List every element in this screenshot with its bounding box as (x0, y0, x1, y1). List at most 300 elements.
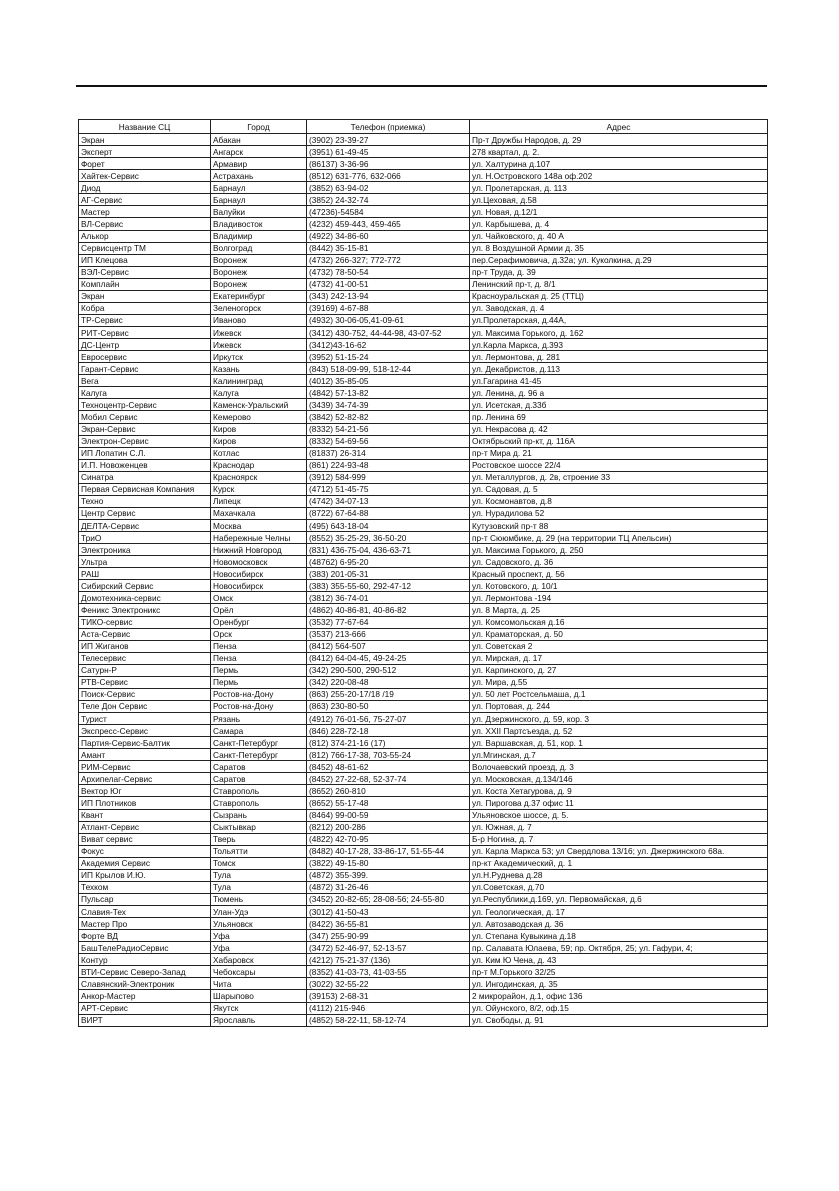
cell-phone: (8212) 200-286 (307, 821, 470, 833)
table-row (79, 459, 768, 471)
table-row (79, 556, 768, 568)
cell-city: Набережные Челны (211, 532, 307, 544)
cell-city: Санкт-Петербург (211, 737, 307, 749)
cell-address: 278 квартал, д. 2. (470, 146, 768, 158)
table-row (79, 881, 768, 893)
cell-address: ул. Заводская, д. 4 (470, 302, 768, 314)
table-row (79, 158, 768, 170)
cell-phone: (8464) 99-00-59 (307, 809, 470, 821)
cell-name: Домотехника-сервис (79, 592, 211, 604)
cell-address: ул. Лермонтова, д. 281 (470, 351, 768, 363)
cell-city: Новомосковск (211, 556, 307, 568)
cell-city: Хабаровск (211, 954, 307, 966)
cell-city: Рязань (211, 713, 307, 725)
cell-name: АГ-Сервис (79, 194, 211, 206)
cell-address: ул. Ойунского, 8/2, оф.15 (470, 1002, 768, 1014)
cell-address: пер.Серафимовича, д.32а; ул. Куколкина, д.29 (470, 254, 768, 266)
cell-name: Форте ВД (79, 930, 211, 942)
cell-city: Волгоград (211, 242, 307, 254)
cell-address: ул. Пирогова д.37 офис 11 (470, 797, 768, 809)
cell-address: ул. Некрасова д. 42 (470, 423, 768, 435)
cell-name: Центр Сервис (79, 507, 211, 519)
table-row (79, 339, 768, 351)
cell-name: Техноцентр-Сервис (79, 399, 211, 411)
cell-address: ул. Лермонтова -194 (470, 592, 768, 604)
cell-address: 2 микрорайон, д.1, офис 136 (470, 990, 768, 1002)
cell-name: Мастер (79, 206, 211, 218)
cell-name: Электрон-Сервис (79, 435, 211, 447)
cell-city: Киров (211, 423, 307, 435)
cell-phone: (4712) 51-45-75 (307, 483, 470, 495)
cell-phone: (347) 255-90-99 (307, 930, 470, 942)
cell-city: Омск (211, 592, 307, 604)
cell-phone: (86137) 3-36-96 (307, 158, 470, 170)
table-row (79, 242, 768, 254)
cell-city: Уфа (211, 930, 307, 942)
cell-city: Пенза (211, 652, 307, 664)
cell-city: Абакан (211, 134, 307, 146)
cell-city: Каменск-Уральский (211, 399, 307, 411)
table-row (79, 266, 768, 278)
cell-city: Барнаул (211, 194, 307, 206)
table-row (79, 580, 768, 592)
table-row (79, 568, 768, 580)
cell-address: ул. 8 Воздушной Армии д. 35 (470, 242, 768, 254)
cell-name: Синатра (79, 471, 211, 483)
table-row (79, 833, 768, 845)
cell-name: Теле Дон Сервис (79, 700, 211, 712)
table-row (79, 640, 768, 652)
table-row (79, 532, 768, 544)
cell-address: ул.Республики,д.169, ул. Первомайская, д.6 (470, 893, 768, 905)
cell-city: Зеленогорск (211, 302, 307, 314)
cell-city: Краснодар (211, 459, 307, 471)
cell-city: Нижний Новгород (211, 544, 307, 556)
cell-name: Феникс Электроникс (79, 604, 211, 616)
cell-city: Новосибирск (211, 568, 307, 580)
table-row (79, 483, 768, 495)
table-row (79, 194, 768, 206)
cell-address: ул. Карпинского, д. 27 (470, 664, 768, 676)
cell-city: Калининград (211, 375, 307, 387)
cell-address: ул. 50 лет Ростсельмаша, д.1 (470, 688, 768, 700)
table-row (79, 146, 768, 158)
table-row (79, 290, 768, 302)
cell-phone: (3439) 34-74-39 (307, 399, 470, 411)
cell-address: ул. Пролетарская, д. 113 (470, 182, 768, 194)
table-row (79, 351, 768, 363)
cell-city: Уфа (211, 942, 307, 954)
cell-city: Калуга (211, 387, 307, 399)
table-row (79, 785, 768, 797)
cell-city: Орск (211, 628, 307, 640)
cell-name: ИП Жиганов (79, 640, 211, 652)
cell-city: Киров (211, 435, 307, 447)
cell-name: РАШ (79, 568, 211, 580)
cell-phone: (3452) 20-82-65; 28-08-56; 24-55-80 (307, 893, 470, 905)
cell-city: Самара (211, 725, 307, 737)
cell-phone: (4932) 30-06-05,41-09-61 (307, 314, 470, 326)
cell-phone: (4012) 35-85-05 (307, 375, 470, 387)
table-row (79, 652, 768, 664)
cell-phone: (4852) 58-22-11, 58-12-74 (307, 1014, 470, 1026)
cell-name: ВИРТ (79, 1014, 211, 1026)
cell-city: Барнаул (211, 182, 307, 194)
cell-name: АРТ-Сервис (79, 1002, 211, 1014)
cell-name: Электроника (79, 544, 211, 556)
cell-address: ул. Южная, д. 7 (470, 821, 768, 833)
cell-city: Пермь (211, 676, 307, 688)
cell-city: Ижевск (211, 339, 307, 351)
cell-address: ул. Краматорская, д. 50 (470, 628, 768, 640)
cell-address: ул.Мгинская, д.7 (470, 749, 768, 761)
cell-name: Алькор (79, 230, 211, 242)
cell-city: Пермь (211, 664, 307, 676)
cell-name: Вега (79, 375, 211, 387)
cell-phone: (3852) 63-94-02 (307, 182, 470, 194)
cell-name: Кобра (79, 302, 211, 314)
cell-city: Иркутск (211, 351, 307, 363)
cell-phone: (8332) 54-69-56 (307, 435, 470, 447)
cell-name: Эксперт (79, 146, 211, 158)
cell-city: Тула (211, 869, 307, 881)
table-row (79, 134, 768, 146)
cell-address: Б-р Ногина, д. 7 (470, 833, 768, 845)
cell-address: ул.Советская, д.70 (470, 881, 768, 893)
cell-phone: (39169) 4-67-88 (307, 302, 470, 314)
table-row (79, 254, 768, 266)
table-row (79, 869, 768, 881)
header-city: Город (211, 120, 307, 134)
cell-phone: (8652) 55-17-48 (307, 797, 470, 809)
cell-address: ул. Карла Маркса 53; ул Свердлова 13/16; ул. Джержинского 68а. (470, 845, 768, 857)
cell-name: Телесервис (79, 652, 211, 664)
cell-name: Техком (79, 881, 211, 893)
cell-name: РИМ-Сервис (79, 761, 211, 773)
cell-name: ИП Клецова (79, 254, 211, 266)
cell-city: Кемерово (211, 411, 307, 423)
table-row (79, 507, 768, 519)
cell-name: ТИКО-сервис (79, 616, 211, 628)
table-row (79, 676, 768, 688)
cell-address: ул. Ленина, д. 96 а (470, 387, 768, 399)
cell-name: Мастер Про (79, 918, 211, 930)
cell-phone: (3022) 32-55-22 (307, 978, 470, 990)
cell-phone: (3902) 23-39-27 (307, 134, 470, 146)
table-row (79, 845, 768, 857)
cell-address: ул. Ингодинская, д. 35 (470, 978, 768, 990)
cell-address: ул. Московская, д.134/146 (470, 773, 768, 785)
cell-name: Сибирский Сервис (79, 580, 211, 592)
cell-phone: (4872) 355-399. (307, 869, 470, 881)
cell-city: Шарыпово (211, 990, 307, 1002)
cell-phone: (8452) 48-61-62 (307, 761, 470, 773)
cell-name: ИП Лопатин С.Л. (79, 447, 211, 459)
cell-name: Гарант-Сервис (79, 363, 211, 375)
cell-city: Красноярск (211, 471, 307, 483)
cell-phone: (8722) 67-64-88 (307, 507, 470, 519)
cell-name: Атлант-Сервис (79, 821, 211, 833)
cell-phone: (4732) 266-327; 772-772 (307, 254, 470, 266)
table-row (79, 761, 768, 773)
cell-name: ИП Крылов И.Ю. (79, 869, 211, 881)
cell-city: Валуйки (211, 206, 307, 218)
cell-phone: (4822) 42-70-95 (307, 833, 470, 845)
cell-city: Улан-Удэ (211, 906, 307, 918)
cell-name: ИП Плотников (79, 797, 211, 809)
cell-city: Сыктывкар (211, 821, 307, 833)
cell-phone: (4842) 57-13-82 (307, 387, 470, 399)
table-row (79, 797, 768, 809)
cell-address: пр. Салавата Юлаева, 59; пр. Октября, 25; ул. Гафури, 4; (470, 942, 768, 954)
cell-city: Екатеринбург (211, 290, 307, 302)
table-row (79, 749, 768, 761)
cell-city: Пенза (211, 640, 307, 652)
cell-address: ул. Портовая, д. 244 (470, 700, 768, 712)
cell-phone: (3472) 52-46-97, 52-13-57 (307, 942, 470, 954)
cell-name: Славянский-Электроник (79, 978, 211, 990)
cell-address: пр-т Труда, д. 39 (470, 266, 768, 278)
cell-city: Тюмень (211, 893, 307, 905)
cell-city: Котлас (211, 447, 307, 459)
cell-name: ВЭЛ-Сервис (79, 266, 211, 278)
cell-address: Кутузовский пр-т 88 (470, 520, 768, 532)
cell-name: ДС-Центр (79, 339, 211, 351)
cell-address: ул. Космонавтов, д.8 (470, 495, 768, 507)
cell-city: Астрахань (211, 170, 307, 182)
table-row (79, 399, 768, 411)
cell-phone: (342) 290-500, 290-512 (307, 664, 470, 676)
cell-phone: (8552) 35-25-29, 36-50-20 (307, 532, 470, 544)
header-phone: Телефон (приемка) (307, 120, 470, 134)
cell-city: Санкт-Петербург (211, 749, 307, 761)
cell-phone: (8332) 54-21-56 (307, 423, 470, 435)
cell-address: ул. Ким Ю Чена, д. 43 (470, 954, 768, 966)
cell-address: ул. Мирская, д. 17 (470, 652, 768, 664)
header-address: Адрес (470, 120, 768, 134)
cell-city: Ульяновск (211, 918, 307, 930)
cell-city: Казань (211, 363, 307, 375)
cell-city: Якутск (211, 1002, 307, 1014)
cell-city: Липецк (211, 495, 307, 507)
table-row (79, 170, 768, 182)
cell-address: ул. Дзержинского, д. 59, кор. 3 (470, 713, 768, 725)
cell-phone: (3912) 584-999 (307, 471, 470, 483)
cell-phone: (47236)-54584 (307, 206, 470, 218)
cell-city: Иваново (211, 314, 307, 326)
table-row (79, 893, 768, 905)
table-row (79, 1002, 768, 1014)
table-row (79, 1014, 768, 1026)
cell-name: ДЕЛТА-Сервис (79, 520, 211, 532)
cell-phone: (8352) 41-03-73, 41-03-55 (307, 966, 470, 978)
cell-city: Ростов-на-Дону (211, 700, 307, 712)
cell-name: Фокус (79, 845, 211, 857)
cell-phone: (3952) 51-15-24 (307, 351, 470, 363)
cell-name: РТВ-Сервис (79, 676, 211, 688)
cell-name: Аста-Сервис (79, 628, 211, 640)
table-row (79, 182, 768, 194)
table-row (79, 411, 768, 423)
cell-address: ул. Чайковского, д. 40 А (470, 230, 768, 242)
cell-name: Турист (79, 713, 211, 725)
cell-city: Воронеж (211, 266, 307, 278)
table-row (79, 930, 768, 942)
cell-address: ул. Карбышева, д. 4 (470, 218, 768, 230)
cell-city: Тверь (211, 833, 307, 845)
cell-phone: (846) 228-72-18 (307, 725, 470, 737)
cell-address: ул. Н.Островского 148а оф.202 (470, 170, 768, 182)
table-row (79, 447, 768, 459)
cell-name: БашТелеРадиоСервис (79, 942, 211, 954)
cell-name: Квант (79, 809, 211, 821)
cell-name: Хайтек-Сервис (79, 170, 211, 182)
cell-phone: (4112) 215-946 (307, 1002, 470, 1014)
cell-name: ВЛ-Сервис (79, 218, 211, 230)
cell-city: Тольятти (211, 845, 307, 857)
table-row (79, 592, 768, 604)
cell-phone: (3822) 49-15-80 (307, 857, 470, 869)
table-row (79, 471, 768, 483)
table-row (79, 278, 768, 290)
cell-city: Владивосток (211, 218, 307, 230)
cell-name: Амант (79, 749, 211, 761)
table-row (79, 990, 768, 1002)
cell-city: Новосибирск (211, 580, 307, 592)
cell-address: пр. Ленина 69 (470, 411, 768, 423)
cell-phone: (3842) 52-82-82 (307, 411, 470, 423)
table-row (79, 773, 768, 785)
cell-phone: (48762) 6-95-20 (307, 556, 470, 568)
cell-address: ул. XXII Партсъезда, д. 52 (470, 725, 768, 737)
cell-city: Владимир (211, 230, 307, 242)
cell-phone: (8482) 40-17-28, 33-86-17, 51-55-44 (307, 845, 470, 857)
table-row (79, 821, 768, 833)
cell-name: Мобил Сервис (79, 411, 211, 423)
cell-name: Архипелаг-Сервис (79, 773, 211, 785)
table-row (79, 206, 768, 218)
cell-name: Ультра (79, 556, 211, 568)
cell-phone: (3532) 77-67-64 (307, 616, 470, 628)
service-centers-table (78, 119, 768, 1027)
cell-name: И.П. Новоженцев (79, 459, 211, 471)
cell-address: Волочаевский проезд, д. 3 (470, 761, 768, 773)
cell-address: Ростовское шоссе 22/4 (470, 459, 768, 471)
table-row (79, 495, 768, 507)
cell-phone: (8412) 564-507 (307, 640, 470, 652)
cell-address: ул. Максима Горького, д. 162 (470, 327, 768, 339)
cell-phone: (8422) 36-55-81 (307, 918, 470, 930)
cell-phone: (4862) 40-86-81, 40-86-82 (307, 604, 470, 616)
cell-phone: (495) 643-18-04 (307, 520, 470, 532)
cell-city: Ижевск (211, 327, 307, 339)
cell-address: Пр-т Дружбы Народов, д. 29 (470, 134, 768, 146)
table-row (79, 809, 768, 821)
cell-name: Экран (79, 134, 211, 146)
table-row (79, 544, 768, 556)
table-row (79, 435, 768, 447)
table-row (79, 616, 768, 628)
cell-name: Виват сервис (79, 833, 211, 845)
cell-phone: (4232) 459-443, 459-465 (307, 218, 470, 230)
cell-name: ВТИ-Сервис Северо-Запад (79, 966, 211, 978)
table-row (79, 327, 768, 339)
cell-city: Курск (211, 483, 307, 495)
cell-phone: (4742) 34-07-13 (307, 495, 470, 507)
cell-city: Ростов-на-Дону (211, 688, 307, 700)
cell-phone: (861) 224-93-48 (307, 459, 470, 471)
cell-address: ул. Садовая, д. 5 (470, 483, 768, 495)
cell-address: ул. Металлургов, д. 2в, строение 33 (470, 471, 768, 483)
cell-address: ул. Максима Горького, д. 250 (470, 544, 768, 556)
table-row (79, 628, 768, 640)
cell-name: Анкор-Мастер (79, 990, 211, 1002)
cell-phone: (39153) 2-68-31 (307, 990, 470, 1002)
cell-city: Оренбург (211, 616, 307, 628)
cell-name: Первая Сервисная Компания (79, 483, 211, 495)
cell-name: Сатурн-Р (79, 664, 211, 676)
cell-address: пр-кт Академический, д. 1 (470, 857, 768, 869)
cell-name: Комплайн (79, 278, 211, 290)
cell-phone: (3852) 24-32-74 (307, 194, 470, 206)
cell-phone: (3412) 430-752, 44-44-98, 43-07-52 (307, 327, 470, 339)
table-row (79, 314, 768, 326)
cell-phone: (8452) 27-22-68, 52-37-74 (307, 773, 470, 785)
header-name: Название СЦ (79, 120, 211, 134)
cell-name: Пульсар (79, 893, 211, 905)
cell-name: Экран (79, 290, 211, 302)
cell-address: Ульяновское шоссе, д. 5. (470, 809, 768, 821)
cell-city: Махачкала (211, 507, 307, 519)
table-row (79, 906, 768, 918)
cell-city: Чебоксары (211, 966, 307, 978)
cell-city: Тула (211, 881, 307, 893)
table-row (79, 604, 768, 616)
cell-name: Калуга (79, 387, 211, 399)
cell-phone: (4732) 41-00-51 (307, 278, 470, 290)
cell-phone: (4912) 76-01-56, 75-27-07 (307, 713, 470, 725)
table-row (79, 725, 768, 737)
table-row (79, 387, 768, 399)
table-row (79, 954, 768, 966)
cell-phone: (8652) 260-810 (307, 785, 470, 797)
cell-phone: (812) 766-17-38, 703-55-24 (307, 749, 470, 761)
cell-name: Партия-Сервис-Балтик (79, 737, 211, 749)
cell-address: ул. Автозаводская д. 36 (470, 918, 768, 930)
cell-phone: (812) 374-21-16 (17) (307, 737, 470, 749)
cell-name: Экспресс-Сервис (79, 725, 211, 737)
cell-phone: (4922) 34-86-60 (307, 230, 470, 242)
cell-city: Ставрополь (211, 785, 307, 797)
cell-name: ТР-Сервис (79, 314, 211, 326)
cell-phone: (3412)43-16-62 (307, 339, 470, 351)
cell-address: пр-т Сююмбике, д. 29 (на территории ТЦ Апельсин) (470, 532, 768, 544)
cell-address: ул. Комсомольская д.16 (470, 616, 768, 628)
cell-address: пр-т М.Горького 32/25 (470, 966, 768, 978)
cell-city: Чита (211, 978, 307, 990)
cell-address: ул. Нурадилова 52 (470, 507, 768, 519)
cell-phone: (8512) 631-776, 632-066 (307, 170, 470, 182)
table-row (79, 713, 768, 725)
cell-phone: (81837) 26-314 (307, 447, 470, 459)
cell-address: Ленинский пр-т, д. 8/1 (470, 278, 768, 290)
table-row (79, 664, 768, 676)
table-row (79, 688, 768, 700)
cell-address: ул. Коста Хетагурова, д. 9 (470, 785, 768, 797)
table-row (79, 423, 768, 435)
cell-address: ул. Декабристов, д.113 (470, 363, 768, 375)
cell-city: Саратов (211, 761, 307, 773)
